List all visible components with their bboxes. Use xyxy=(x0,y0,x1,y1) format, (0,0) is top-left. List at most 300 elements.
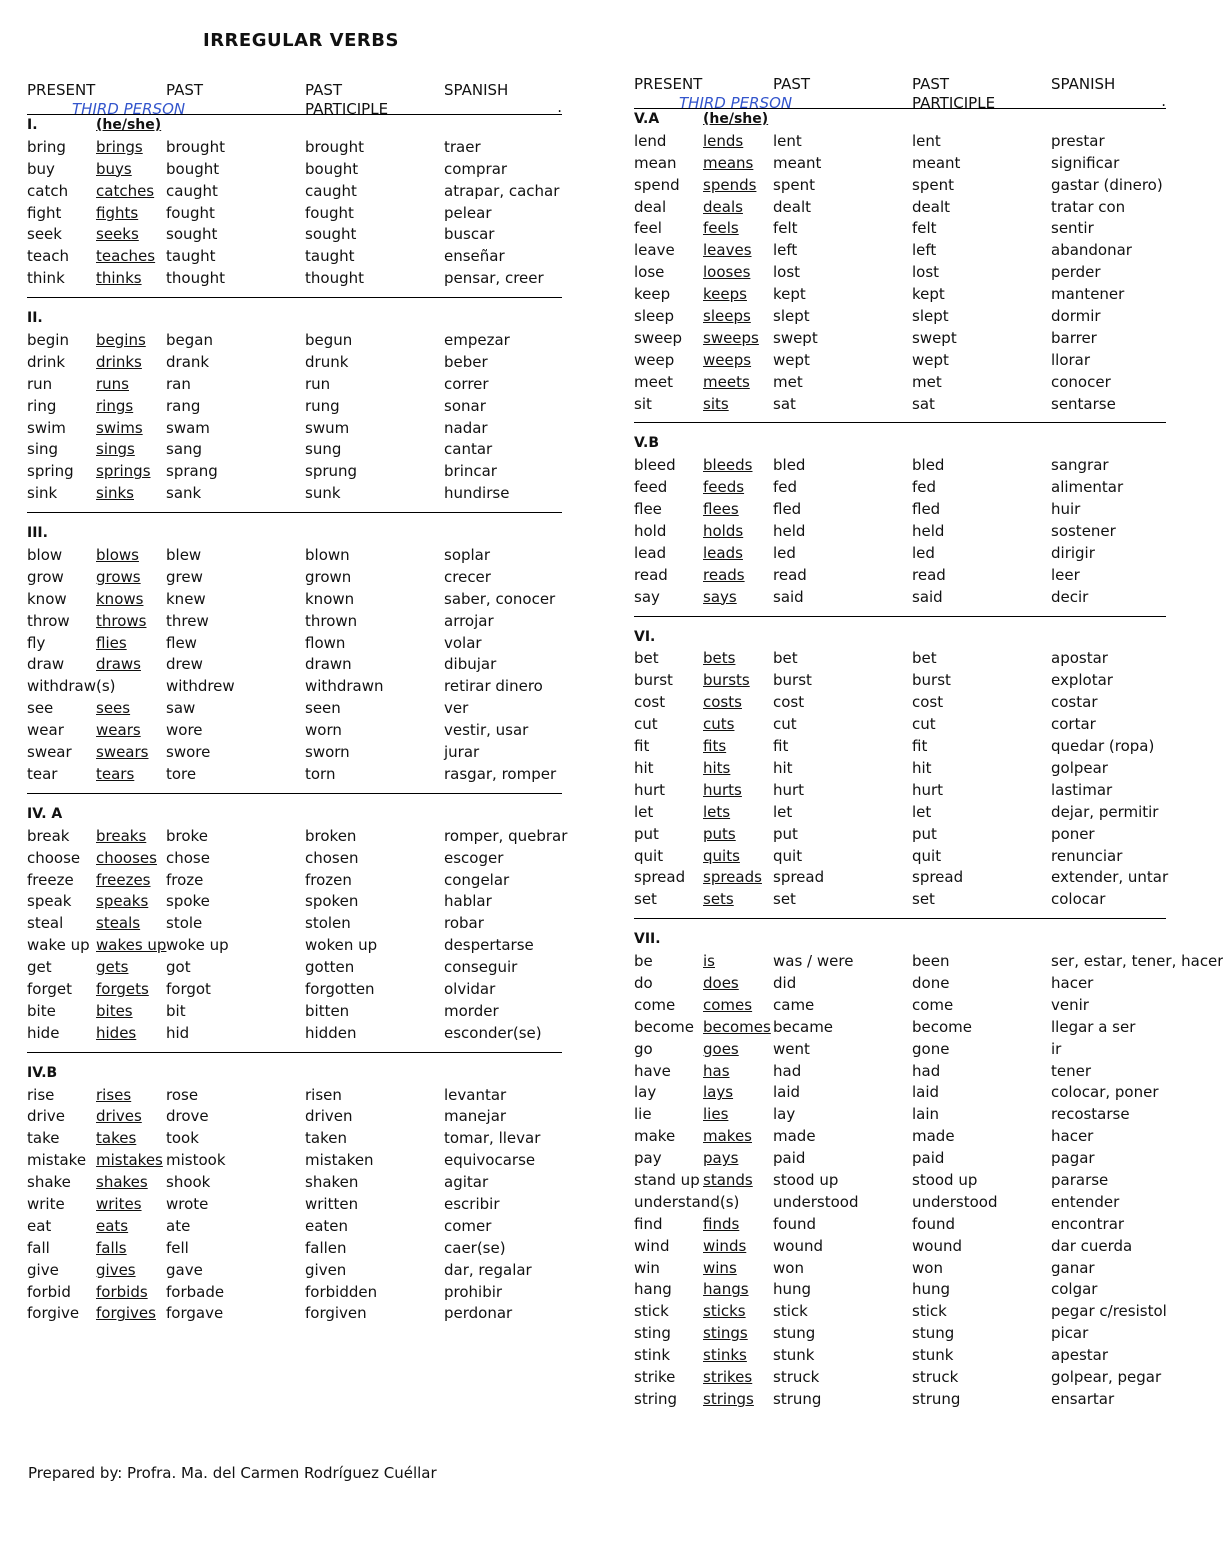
verb-spanish: olvidar xyxy=(444,979,496,998)
verb-past-participle: given xyxy=(305,1260,347,1279)
verb-past-participle: seen xyxy=(305,699,341,718)
verb-present: make xyxy=(634,1127,676,1146)
verb-row xyxy=(27,268,562,290)
verb-past: found xyxy=(773,1214,816,1233)
verb-present: catch xyxy=(27,181,69,200)
verb-present: understand(s) xyxy=(634,1192,740,1211)
verb-third-person: goes xyxy=(703,1039,739,1058)
verb-present: take xyxy=(27,1129,60,1148)
verb-past-participle: fit xyxy=(912,737,928,756)
verb-past: hit xyxy=(773,758,793,777)
verb-past-participle: fed xyxy=(912,478,937,497)
verb-row xyxy=(27,1260,562,1282)
verb-past: meant xyxy=(773,153,822,172)
verb-row xyxy=(27,224,562,246)
verb-past: forgot xyxy=(166,979,211,998)
verb-group xyxy=(634,616,1169,912)
verb-past-participle: slept xyxy=(912,307,949,326)
verb-past-participle: hung xyxy=(912,1280,951,1299)
verb-past-participle: wound xyxy=(912,1236,962,1255)
verb-past-participle: written xyxy=(305,1194,359,1213)
verb-past: bought xyxy=(166,159,220,178)
verb-spanish: despertarse xyxy=(444,936,534,955)
verb-present: think xyxy=(27,269,65,288)
verb-row xyxy=(634,758,1166,780)
verb-past-participle: sworn xyxy=(305,743,350,762)
verb-past-participle: bought xyxy=(305,159,359,178)
header-third-person: THIRD PERSON xyxy=(72,100,186,118)
verb-row xyxy=(27,764,562,786)
verb-third-person: lends xyxy=(703,131,744,150)
verb-row xyxy=(27,611,562,633)
verb-row xyxy=(634,1301,1166,1323)
verb-past-participle: wept xyxy=(912,350,949,369)
verb-spanish: atrapar, cachar xyxy=(444,181,560,200)
verb-spanish: congelar xyxy=(444,870,510,889)
verb-third-person: deals xyxy=(703,197,743,216)
verb-past-participle: stung xyxy=(912,1324,955,1343)
verb-past-participle: kept xyxy=(912,285,945,304)
verb-past: made xyxy=(773,1127,816,1146)
verb-present: come xyxy=(634,995,676,1014)
verb-past: stick xyxy=(773,1302,808,1321)
verb-past-participle: meant xyxy=(912,153,961,172)
verb-past: shook xyxy=(166,1173,211,1192)
verb-past-participle: bet xyxy=(912,649,937,668)
verb-row xyxy=(634,1170,1166,1192)
verb-past-participle: sought xyxy=(305,225,357,244)
verb-row xyxy=(634,372,1166,394)
verb-spanish: recostarse xyxy=(1051,1105,1130,1124)
verb-spanish: golpear, pegar xyxy=(1051,1367,1162,1386)
verb-present: blow xyxy=(27,546,63,565)
verb-third-person: meets xyxy=(703,372,750,391)
verb-third-person: sits xyxy=(703,394,729,413)
verb-past: knew xyxy=(166,589,206,608)
verb-spanish: ser, estar, tener, hacer xyxy=(1051,952,1223,971)
verb-present: fit xyxy=(634,737,650,756)
verb-row xyxy=(634,1192,1166,1214)
verb-present: draw xyxy=(27,655,65,674)
verb-spanish: comer xyxy=(444,1216,492,1235)
verb-spanish: lastimar xyxy=(1051,780,1113,799)
verb-past: read xyxy=(773,565,807,584)
verb-present: lend xyxy=(634,131,667,150)
verb-row xyxy=(634,867,1169,889)
verb-past-participle: sung xyxy=(305,440,342,459)
verb-row xyxy=(27,203,562,225)
verb-past: laid xyxy=(773,1083,801,1102)
verb-past: came xyxy=(773,995,815,1014)
verb-past-participle: flown xyxy=(305,633,346,652)
verb-past-participle: stunk xyxy=(912,1346,954,1365)
verb-present: hit xyxy=(634,758,654,777)
verb-third-person: catches xyxy=(96,181,155,200)
verb-present: spend xyxy=(634,175,680,194)
verb-third-person: gives xyxy=(96,1260,136,1279)
verb-past: fell xyxy=(166,1238,189,1257)
verb-past: became xyxy=(773,1017,834,1036)
verb-row xyxy=(634,197,1166,219)
verb-third-person: quits xyxy=(703,846,740,865)
verb-past: taught xyxy=(166,247,216,266)
verb-third-person: grows xyxy=(96,567,141,586)
verb-past: caught xyxy=(166,181,218,200)
he-she-label: (he/she) xyxy=(703,111,769,127)
verb-past: forgave xyxy=(166,1304,224,1323)
header-third-person: THIRD PERSON xyxy=(679,94,793,112)
verb-past-participle: let xyxy=(912,802,932,821)
verb-spanish: dibujar xyxy=(444,655,497,674)
verb-third-person: forbids xyxy=(96,1282,148,1301)
verb-row xyxy=(634,284,1166,306)
verb-spanish: dirigir xyxy=(1051,543,1095,562)
verb-third-person: cuts xyxy=(703,715,735,734)
verb-present: fight xyxy=(27,203,62,222)
verb-spanish: leer xyxy=(1051,565,1080,584)
verb-present: bring xyxy=(27,137,66,156)
verb-spanish: golpear xyxy=(1051,758,1108,777)
verb-present: sink xyxy=(27,484,58,503)
verb-row xyxy=(634,1104,1166,1126)
verb-spanish: encontrar xyxy=(1051,1214,1125,1233)
verb-spanish: conocer xyxy=(1051,372,1111,391)
header-past-participle-bottom: PARTICIPLE xyxy=(912,94,996,112)
verb-spanish: alimentar xyxy=(1051,478,1124,497)
verb-spanish: abandonar xyxy=(1051,241,1132,260)
verb-past: woke up xyxy=(166,936,229,955)
verb-past: sank xyxy=(166,484,202,503)
verb-row xyxy=(634,587,1166,609)
verb-past-participle: paid xyxy=(912,1149,945,1168)
verb-spanish: saber, conocer xyxy=(444,589,556,608)
verb-third-person: forgets xyxy=(96,979,149,998)
verb-spanish: volar xyxy=(444,633,482,652)
verb-third-person: springs xyxy=(96,462,151,481)
verb-spanish: tener xyxy=(1051,1061,1092,1080)
verb-past: took xyxy=(166,1129,199,1148)
verb-past-participle: risen xyxy=(305,1085,342,1104)
verb-present: bleed xyxy=(634,456,676,475)
verb-third-person: freezes xyxy=(96,870,151,889)
verb-spanish: esconder(se) xyxy=(444,1023,542,1042)
verb-row xyxy=(27,246,562,268)
verb-past-participle: rung xyxy=(305,396,340,415)
verb-group xyxy=(27,115,562,290)
group-label: IV. A xyxy=(27,805,63,822)
verb-past-participle: laid xyxy=(912,1083,940,1102)
verb-past-participle: eaten xyxy=(305,1216,349,1235)
group-label: VII. xyxy=(634,931,661,948)
verb-present: stick xyxy=(634,1302,669,1321)
header-dot: . xyxy=(1161,92,1166,110)
verb-spanish: perder xyxy=(1051,263,1101,282)
verb-present: burst xyxy=(634,671,673,690)
verb-past: spread xyxy=(773,868,825,887)
verb-past: forbade xyxy=(166,1282,225,1301)
verb-group xyxy=(634,109,1166,415)
verb-present: mean xyxy=(634,153,677,172)
verb-third-person: blows xyxy=(96,546,139,565)
verb-third-person: writes xyxy=(96,1194,142,1213)
verb-past: flew xyxy=(166,633,197,652)
verb-third-person: draws xyxy=(96,655,141,674)
verb-spanish: escribir xyxy=(444,1194,500,1213)
verb-row xyxy=(634,1236,1166,1258)
verb-past: swore xyxy=(166,743,211,762)
verb-spanish: prohibir xyxy=(444,1282,503,1301)
verb-spanish: ensartar xyxy=(1051,1389,1115,1408)
verb-third-person: feeds xyxy=(703,478,745,497)
verb-past: threw xyxy=(166,611,209,630)
verb-past: ate xyxy=(166,1216,191,1235)
verb-past: hung xyxy=(773,1280,812,1299)
verb-third-person: falls xyxy=(96,1238,127,1257)
verb-past-participle: cut xyxy=(912,715,936,734)
verb-present: cut xyxy=(634,715,658,734)
verb-spanish: cortar xyxy=(1051,715,1096,734)
verb-past-participle: grown xyxy=(305,567,352,586)
verb-third-person: buys xyxy=(96,159,132,178)
verb-row xyxy=(634,565,1166,587)
verb-past-participle: cost xyxy=(912,693,944,712)
verb-past: rose xyxy=(166,1085,199,1104)
verb-row xyxy=(634,1323,1166,1345)
verb-past-participle: fled xyxy=(912,500,941,519)
verb-present: hold xyxy=(634,522,667,541)
verb-row xyxy=(634,328,1166,350)
verb-row xyxy=(27,698,562,720)
verb-present: hide xyxy=(27,1023,60,1042)
verb-row xyxy=(634,824,1166,846)
header-past-participle-top: PAST xyxy=(305,81,343,99)
verb-row xyxy=(27,1194,562,1216)
verb-past-participle: begun xyxy=(305,331,353,350)
verb-spanish: explotar xyxy=(1051,671,1113,690)
header-spanish: SPANISH xyxy=(1051,75,1116,93)
verb-past-participle: left xyxy=(912,241,937,260)
verb-present: bite xyxy=(27,1001,56,1020)
verb-spanish: pensar, creer xyxy=(444,269,544,288)
verb-present: forbid xyxy=(27,1282,71,1301)
verb-third-person: sweeps xyxy=(703,328,759,347)
verb-row xyxy=(27,1238,562,1260)
verb-past-participle: done xyxy=(912,973,950,992)
verb-spanish: sangrar xyxy=(1051,456,1109,475)
verb-past: stood up xyxy=(773,1170,839,1189)
verb-past-participle: hit xyxy=(912,758,932,777)
verb-spanish: significar xyxy=(1051,153,1120,172)
verb-third-person: gets xyxy=(96,958,129,977)
verb-present: choose xyxy=(27,848,81,867)
verb-past: held xyxy=(773,522,806,541)
verb-present: flee xyxy=(634,500,662,519)
verb-past-participle: blown xyxy=(305,546,350,565)
verb-present: hang xyxy=(634,1280,672,1299)
verb-present: swear xyxy=(27,743,72,762)
verb-past: was / were xyxy=(773,952,854,971)
verb-past: drank xyxy=(166,352,210,371)
verb-present: wind xyxy=(634,1236,670,1255)
verb-past: paid xyxy=(773,1149,806,1168)
verb-third-person: bites xyxy=(96,1001,133,1020)
verb-row xyxy=(634,521,1166,543)
right-column-header xyxy=(634,72,1166,112)
verb-group-heading xyxy=(634,627,1166,649)
verb-past-participle: quit xyxy=(912,846,942,865)
verb-row xyxy=(27,159,562,181)
verb-spanish: colocar, poner xyxy=(1051,1083,1159,1102)
verb-row xyxy=(634,846,1166,868)
verb-present: pay xyxy=(634,1149,662,1168)
verb-past-participle: stick xyxy=(912,1302,947,1321)
verb-past: strung xyxy=(773,1389,822,1408)
verb-row xyxy=(634,175,1166,197)
verb-past-participle: worn xyxy=(305,721,342,740)
verb-spanish: enseñar xyxy=(444,247,505,266)
verb-spanish: quedar (ropa) xyxy=(1051,737,1155,756)
verb-past-participle: gone xyxy=(912,1039,950,1058)
verb-row xyxy=(634,543,1166,565)
verb-third-person: brings xyxy=(96,137,143,156)
verb-past: kept xyxy=(773,285,806,304)
verb-past-participle: forbidden xyxy=(305,1282,378,1301)
verb-past: led xyxy=(773,543,796,562)
verb-spanish: apostar xyxy=(1051,649,1108,668)
verb-spanish: morder xyxy=(444,1001,499,1020)
header-past-participle-top: PAST xyxy=(912,75,950,93)
verb-spanish: colgar xyxy=(1051,1280,1098,1299)
verb-past-participle: fought xyxy=(305,203,354,222)
verb-spanish: decir xyxy=(1051,587,1089,606)
verb-past-participle: taken xyxy=(305,1129,347,1148)
verb-past-participle: spread xyxy=(912,868,964,887)
verb-present: lay xyxy=(634,1083,657,1102)
verb-past-participle: withdrawn xyxy=(305,677,384,696)
verb-third-person: pays xyxy=(703,1149,739,1168)
verb-present: ring xyxy=(27,396,57,415)
verb-present: meet xyxy=(634,372,673,391)
verb-present: leave xyxy=(634,241,675,260)
verb-past: dealt xyxy=(773,197,811,216)
verb-spanish: hablar xyxy=(444,892,492,911)
verb-past: bled xyxy=(773,456,806,475)
verb-present: seek xyxy=(27,225,62,244)
verb-row xyxy=(27,1282,562,1304)
verb-row xyxy=(27,181,562,203)
verb-past-participle: found xyxy=(912,1214,955,1233)
verb-row xyxy=(27,1216,562,1238)
verb-present: wake up xyxy=(27,936,90,955)
verb-third-person: wakes up xyxy=(96,936,167,955)
verb-row xyxy=(27,1128,562,1150)
verb-spanish: venir xyxy=(1051,995,1089,1014)
verb-spanish: sonar xyxy=(444,396,486,415)
verb-present: speak xyxy=(27,892,72,911)
verb-third-person: sleeps xyxy=(703,307,751,326)
verb-row xyxy=(634,692,1166,714)
verb-row xyxy=(27,567,562,589)
verb-past-participle: bled xyxy=(912,456,945,475)
verb-third-person: weeps xyxy=(703,350,752,369)
verb-third-person: holds xyxy=(703,522,744,541)
verb-present: drive xyxy=(27,1107,65,1126)
verb-present: fly xyxy=(27,633,46,652)
verb-past-participle: drawn xyxy=(305,655,352,674)
verb-past: wept xyxy=(773,350,810,369)
verb-past-participle: swum xyxy=(305,418,350,437)
verb-past-participle: met xyxy=(912,372,942,391)
verb-present: find xyxy=(634,1214,663,1233)
verb-third-person: chooses xyxy=(96,848,157,867)
verb-row xyxy=(27,957,562,979)
verb-past: saw xyxy=(166,699,196,718)
verb-spanish: perdonar xyxy=(444,1304,513,1323)
verb-third-person: speaks xyxy=(96,892,149,911)
verb-past: stung xyxy=(773,1324,816,1343)
verb-past-participle: sprung xyxy=(305,462,358,481)
verb-group xyxy=(634,422,1166,608)
verb-row xyxy=(634,648,1166,670)
verb-group xyxy=(634,918,1223,1411)
verb-third-person: rings xyxy=(96,396,134,415)
verb-past: froze xyxy=(166,870,204,889)
left-column-header xyxy=(27,78,562,118)
verb-third-person: leads xyxy=(703,543,743,562)
verb-present: quit xyxy=(634,846,664,865)
verb-past: understood xyxy=(773,1192,859,1211)
verb-present: write xyxy=(27,1194,65,1213)
verb-third-person: winds xyxy=(703,1236,747,1255)
verb-row xyxy=(634,1367,1166,1389)
verb-past-participle: won xyxy=(912,1258,943,1277)
verb-past: ran xyxy=(166,374,191,393)
verb-group xyxy=(27,1052,562,1326)
verb-row xyxy=(634,802,1166,824)
verb-past: grew xyxy=(166,567,203,586)
verb-past: began xyxy=(166,331,213,350)
verb-past-participle: swept xyxy=(912,328,957,347)
verb-third-person: lays xyxy=(703,1083,734,1102)
verb-row xyxy=(27,826,568,848)
verb-third-person: sinks xyxy=(96,484,134,503)
verb-spanish: pegar c/resistol xyxy=(1051,1302,1167,1321)
left-column xyxy=(27,78,568,1325)
verb-past: did xyxy=(773,973,797,992)
verb-row xyxy=(27,461,562,483)
verb-past-participle: spoken xyxy=(305,892,359,911)
verb-third-person: strings xyxy=(703,1389,754,1408)
verb-spanish: dar cuerda xyxy=(1051,1236,1133,1255)
verb-row xyxy=(634,477,1166,499)
verb-spanish: caer(se) xyxy=(444,1238,506,1257)
verb-present: wear xyxy=(27,721,64,740)
verb-past-participle: come xyxy=(912,995,954,1014)
verb-third-person: says xyxy=(703,587,737,606)
verb-present: sweep xyxy=(634,328,683,347)
verb-past: swam xyxy=(166,418,210,437)
verb-past: sought xyxy=(166,225,218,244)
header-past: PAST xyxy=(166,81,204,99)
verb-spanish: sentir xyxy=(1051,219,1094,238)
verb-spanish: sentarse xyxy=(1051,394,1116,413)
verb-past-participle: been xyxy=(912,952,950,971)
verb-spanish: dejar, permitir xyxy=(1051,802,1159,821)
verb-row xyxy=(634,153,1166,175)
verb-third-person: drinks xyxy=(96,352,142,371)
verb-row xyxy=(27,979,562,1001)
verb-present: keep xyxy=(634,285,671,304)
